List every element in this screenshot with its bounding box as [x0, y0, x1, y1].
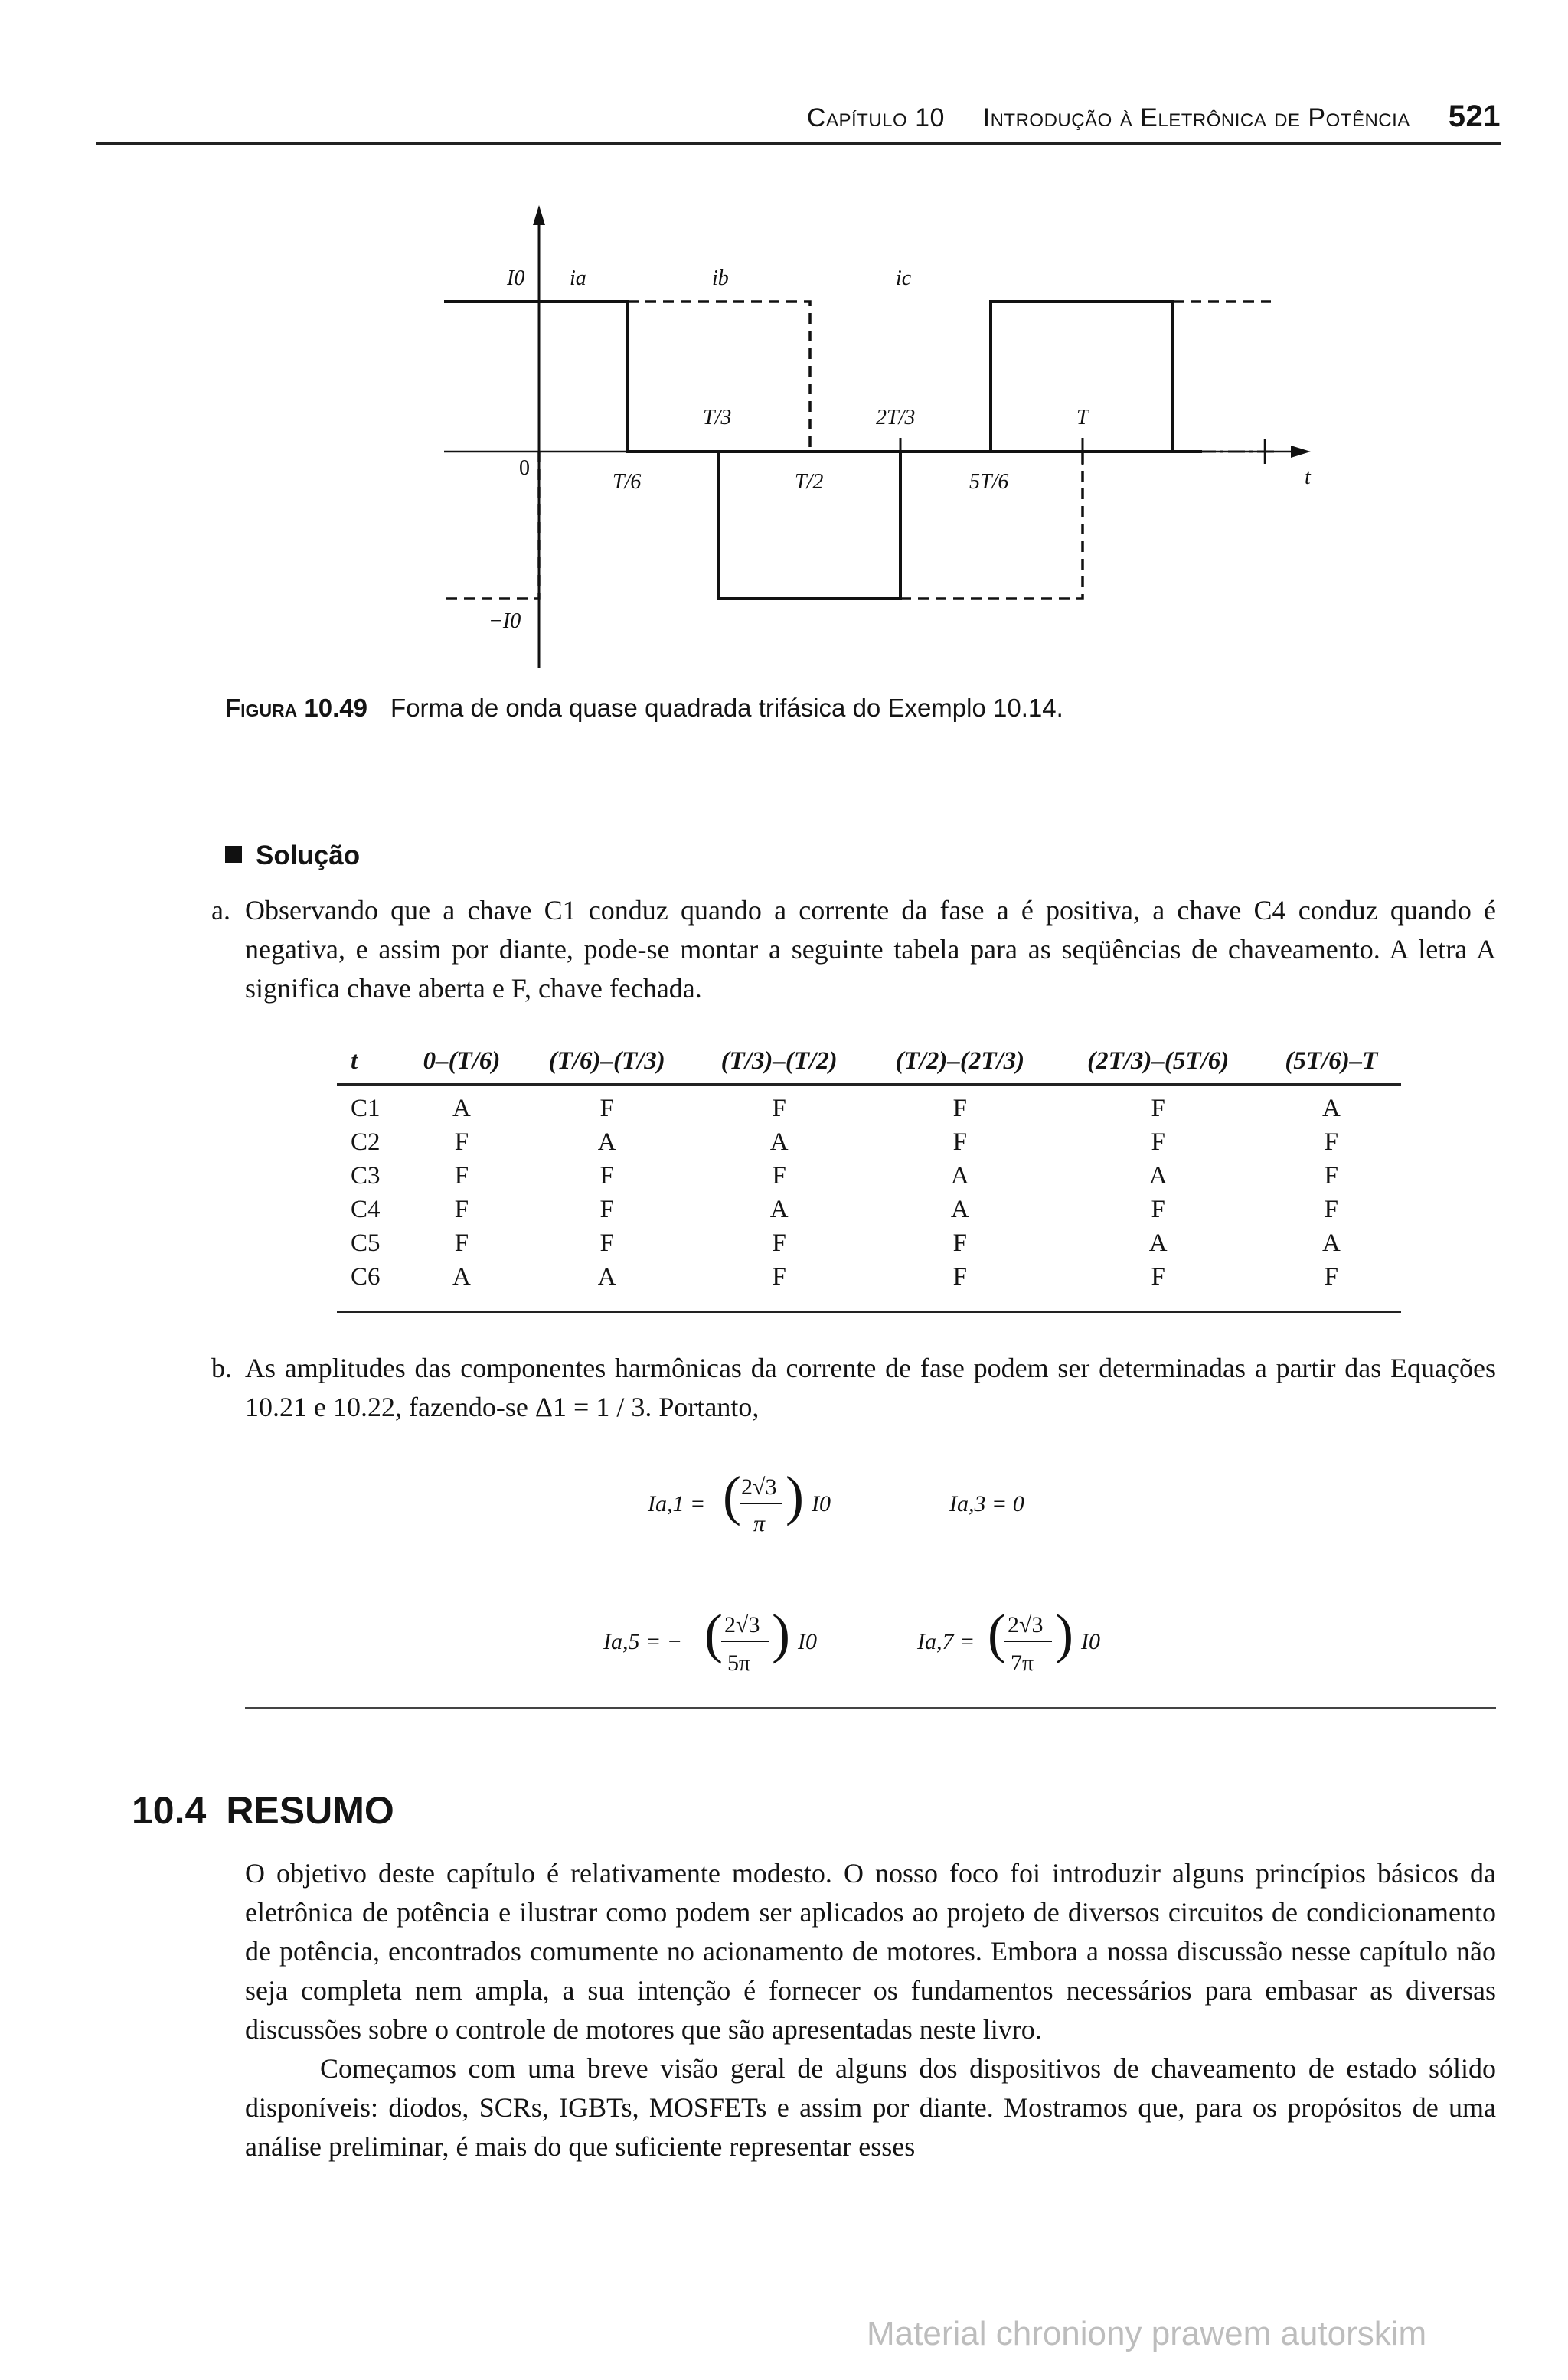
label-t-axis: t — [1305, 465, 1311, 489]
table-cell: F — [772, 1229, 786, 1257]
eq-paren-close: ) — [1055, 1603, 1073, 1664]
time-axis-arrow — [1291, 446, 1311, 458]
table-row — [337, 1159, 1401, 1193]
table-cell: A — [950, 1195, 969, 1223]
table-header-cell: t — [337, 1041, 403, 1085]
eq-paren-close: ) — [772, 1603, 790, 1664]
eq-ia1-num: 2√3 — [741, 1474, 777, 1500]
table-cell: F — [772, 1094, 786, 1122]
eq-paren-open: ( — [988, 1603, 1006, 1664]
table-cell: C5 — [351, 1229, 381, 1257]
label-2t3: 2T/3 — [876, 406, 916, 429]
table-cell: F — [454, 1128, 469, 1156]
table-row — [337, 1226, 1401, 1260]
table-cell: C3 — [351, 1161, 381, 1190]
table-cell: F — [454, 1229, 469, 1257]
item-a-text: Observando que a chave C1 conduz quando a corrente da fase a é positiva, a chave C4 conduz quando é negativa, e assim por diante, pode-se montar a seguinte tabela para as seqüências de chaveamento. A letra A significa chave aberta e F, chave fechada. — [245, 895, 1496, 1004]
table-cell: F — [1151, 1195, 1165, 1223]
caption-label: Figura 10.49 — [225, 694, 368, 722]
table-bottom-rule — [337, 1311, 1401, 1313]
solution-item-b — [211, 1349, 1496, 1427]
switching-table — [337, 1041, 1401, 1294]
label-T: T — [1076, 406, 1089, 429]
eq-ia7-num: 2√3 — [1008, 1612, 1044, 1637]
header-chapter: Capítulo 10 — [806, 103, 945, 132]
eq-paren-open: ( — [704, 1603, 723, 1664]
eq-ia5-lhs: Ia,5 = − — [603, 1629, 682, 1654]
eq-ia1-den: π — [753, 1511, 766, 1536]
example-end-rule — [245, 1707, 1496, 1709]
label-ia: ia — [570, 266, 586, 290]
table-cell: F — [1324, 1262, 1339, 1291]
table-cell: F — [952, 1229, 968, 1257]
table-cell: C1 — [351, 1094, 381, 1122]
table-cell: A — [769, 1195, 789, 1223]
table-cell: A — [769, 1128, 789, 1156]
label-ic: ic — [896, 266, 912, 290]
table-header-cell: (2T/3)–(5T/6) — [1055, 1041, 1262, 1085]
section-heading — [132, 1788, 394, 1833]
page-number: 521 — [1448, 100, 1501, 133]
table-cell: C4 — [351, 1195, 381, 1223]
table-cell: F — [952, 1262, 968, 1291]
label-ib: ib — [712, 266, 729, 290]
running-header — [96, 96, 1501, 145]
table-cell: F — [1324, 1128, 1339, 1156]
table-cell: A — [950, 1161, 969, 1190]
table-cell: C6 — [351, 1262, 381, 1291]
table-cell: A — [597, 1128, 616, 1156]
square-bullet-icon — [225, 846, 242, 863]
label-t6: T/6 — [612, 470, 642, 494]
item-b-text: As amplitudes das componentes harmônicas da corrente de fase podem ser determinadas a partir das Equações 10.21 e 10.22, fazendo-se Δ1 = 1 / 3. Portanto, — [245, 1353, 1496, 1422]
table-cell: F — [952, 1094, 968, 1122]
label-5t6: 5T/6 — [969, 470, 1009, 494]
header-text — [807, 100, 1501, 134]
table-cell: F — [1151, 1094, 1165, 1122]
table-header-row — [337, 1041, 1401, 1085]
table-cell: F — [599, 1229, 614, 1257]
label-t2: T/2 — [795, 470, 824, 494]
table-cell: A — [452, 1094, 471, 1122]
item-a-label: a. — [211, 895, 230, 926]
table-cell: F — [599, 1195, 614, 1223]
table-cell: F — [772, 1262, 786, 1291]
table-cell: F — [1324, 1195, 1339, 1223]
watermark: Material chroniony prawem autorskim — [867, 2315, 1427, 2352]
eq-ia5-rhs: I0 — [798, 1629, 817, 1654]
table-cell: F — [599, 1161, 614, 1190]
table-header-cell: (T/3)–(T/2) — [693, 1041, 865, 1085]
figure-caption — [225, 694, 1063, 723]
table-row — [337, 1085, 1401, 1126]
label-neg-i0: −I0 — [488, 609, 521, 633]
eq-paren-open: ( — [723, 1465, 741, 1526]
table-header-cell: (5T/6)–T — [1262, 1041, 1401, 1085]
table-cell: F — [454, 1161, 469, 1190]
table-cell: F — [1324, 1161, 1339, 1190]
label-zero: 0 — [519, 456, 530, 480]
table-cell: F — [454, 1195, 469, 1223]
solution-heading — [225, 841, 360, 871]
table-cell: F — [1151, 1128, 1165, 1156]
table-cell: F — [772, 1161, 786, 1190]
table-cell: A — [1148, 1229, 1168, 1257]
table-cell: F — [952, 1128, 968, 1156]
table-cell: A — [1321, 1229, 1341, 1257]
table-cell: F — [599, 1094, 614, 1122]
section-paragraph-1: O objetivo deste capítulo é relativamente modesto. O nosso foco foi introduzir alguns princípios básicos da eletrônica de potência e ilustrar como podem ser aplicados ao projeto de diversos circuitos de condicionamento de potência, encontrados comumente no acionamento de motores. Embora a nossa discussão nesse capítulo não seja completa nem ampla, a sua intenção é fornecer os fundamentos necessários para embasar as diversas discussões sobre o controle de motores que são apresentadas neste livro. — [245, 1858, 1496, 2045]
eq-ia7-den: 7π — [1011, 1650, 1034, 1676]
caption-text: Forma de onda quase quadrada trifásica do Exemplo 10.14. — [390, 694, 1063, 722]
header-title: Introdução à Eletrônica de Potência — [982, 103, 1410, 132]
table-row — [337, 1125, 1401, 1159]
section-paragraph-2: Começamos com uma breve visão geral de alguns dos dispositivos de chaveamento de estado sólido disponíveis: diodos, SCRs, IGBTs, MOSFETs e assim por diante. Mostramos que, para os propósitos de uma análise preliminar, é mais do que suficiente representar esses — [245, 2053, 1496, 2162]
table-row — [337, 1193, 1401, 1226]
table-header-cell: (T/6)–(T/3) — [521, 1041, 693, 1085]
table-header-cell: 0–(T/6) — [403, 1041, 521, 1085]
eq-ia7-lhs: Ia,7 = — [917, 1629, 975, 1654]
solution-heading-text: Solução — [256, 841, 361, 870]
eq-paren-close: ) — [786, 1465, 804, 1526]
eq-ia1-lhs: Ia,1 = — [648, 1491, 706, 1516]
table-cell: A — [1148, 1161, 1168, 1190]
section-body — [245, 1854, 1496, 2166]
eq-ia1-rhs: I0 — [812, 1491, 831, 1516]
table-cell: A — [1321, 1094, 1341, 1122]
waveform-figure — [436, 201, 1325, 668]
eq-ia5-den: 5π — [727, 1650, 751, 1676]
eq-ia3: Ia,3 = 0 — [949, 1491, 1024, 1516]
eq-ia7-rhs: I0 — [1081, 1629, 1100, 1654]
section-number: 10.4 — [132, 1789, 207, 1832]
section-title: RESUMO — [226, 1789, 394, 1832]
label-t3: T/3 — [703, 406, 732, 429]
table-row — [337, 1260, 1401, 1294]
eq-ia5-num: 2√3 — [724, 1612, 760, 1637]
table-header-cell: (T/2)–(2T/3) — [865, 1041, 1055, 1085]
solution-item-a — [211, 891, 1496, 1008]
harmonic-equations — [582, 1454, 1164, 1699]
table-cell: C2 — [351, 1128, 381, 1156]
table-cell: A — [597, 1262, 616, 1291]
item-b-label: b. — [211, 1353, 232, 1383]
table-cell: A — [452, 1262, 471, 1291]
table-cell: F — [1151, 1262, 1165, 1291]
label-i0: I0 — [507, 266, 525, 290]
vertical-axis-arrow — [533, 205, 545, 225]
